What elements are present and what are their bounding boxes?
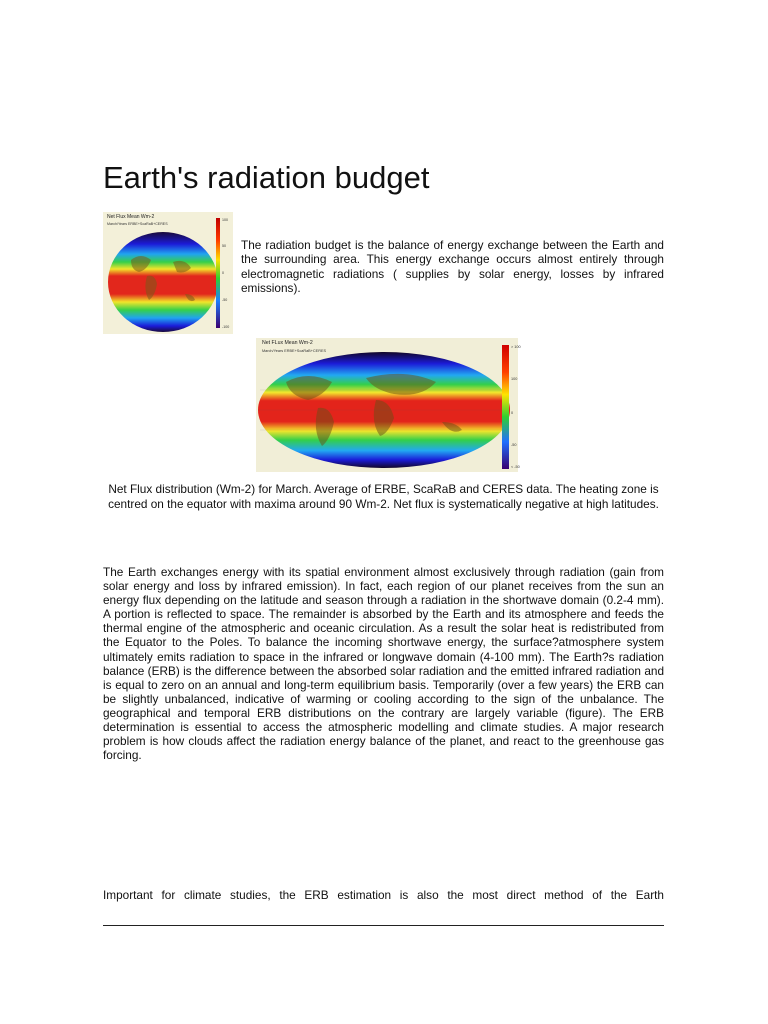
small-map-title: Net Flux Mean Wm-2 bbox=[107, 214, 155, 220]
page-divider bbox=[103, 925, 664, 926]
net-flux-map-small bbox=[103, 212, 233, 334]
large-map-subtitle: March/Years ERBE+ScaRaB+CERES bbox=[262, 349, 327, 353]
large-tick-2: 100 bbox=[511, 377, 518, 381]
small-tick-3: 0 bbox=[222, 271, 224, 275]
figure-caption: Net Flux distribution (Wm-2) for March. Average of ERBE, ScaRaB and CERES data. The heating zone is centred on the equator with maxima around 90 Wm-2. Net flux is systematically negative at high latitudes. bbox=[108, 482, 659, 511]
page-title: Earth's radiation budget bbox=[103, 160, 430, 195]
large-tick-3: 0 bbox=[511, 411, 514, 415]
net-flux-map-large bbox=[256, 338, 521, 472]
body-paragraph-2: Important for climate studies, the ERB estimation is also the most direct method of the Earth bbox=[103, 888, 664, 902]
large-map-title: Net FLux Mean Wm-2 bbox=[262, 340, 313, 346]
intro-paragraph: The radiation budget is the balance of energy exchange between the Earth and the surrounding area. This energy exchange occurs almost entirely through electromagnetic radiations ( supplies by solar energy, losses by infrared emissions). bbox=[241, 238, 664, 295]
large-tick-4: -50 bbox=[511, 443, 517, 447]
large-tick-1: > 100 bbox=[511, 345, 521, 349]
small-tick-1: 100 bbox=[222, 218, 228, 222]
small-tick-5: -100 bbox=[222, 325, 230, 329]
large-tick-5: < -50 bbox=[511, 465, 520, 469]
small-map-subtitle: March/Years ERBE+ScaRaB+CERES bbox=[107, 222, 168, 226]
body-paragraph-1: The Earth exchanges energy with its spatial environment almost exclusively through radiation (gain from solar energy and loss by infrared emission). In fact, each region of our planet receives from the sun an energy flux depending on the latitude and season through a radiation in the shortwave domain (0.2-4 mm). A portion is reflected to space. The remainder is absorbed by the Earth and its atmosphere and feeds the thermal engine of the atmospheric and oceanic circulation. As a result the solar heat is redistributed from the Equator to the Poles. To balance the incoming shortwave energy, the surface?atmosphere system ultimately emits radiation to space in the infrared or longwave domain (4-100 mm). The Earth?s radiation balance (ERB) is the difference between the absorbed solar radiation and the emitted infrared radiation and is equal to zero on an annual and long-term equilibrium basis. Temporarily (over a few years) the ERB can be slightly unbalanced, indicative of warming or cooling according to the sign of the unbalance. The geographical and temporal ERB distributions on the contrary are largely variable (figure). The ERB determination is essential to access the atmospheric modelling and climate studies. A major research problem is how clouds affect the radiation energy balance of the planet, and react to the greenhouse gas forcing. bbox=[103, 565, 664, 763]
small-tick-2: 50 bbox=[222, 244, 226, 248]
small-tick-4: -50 bbox=[222, 298, 228, 302]
